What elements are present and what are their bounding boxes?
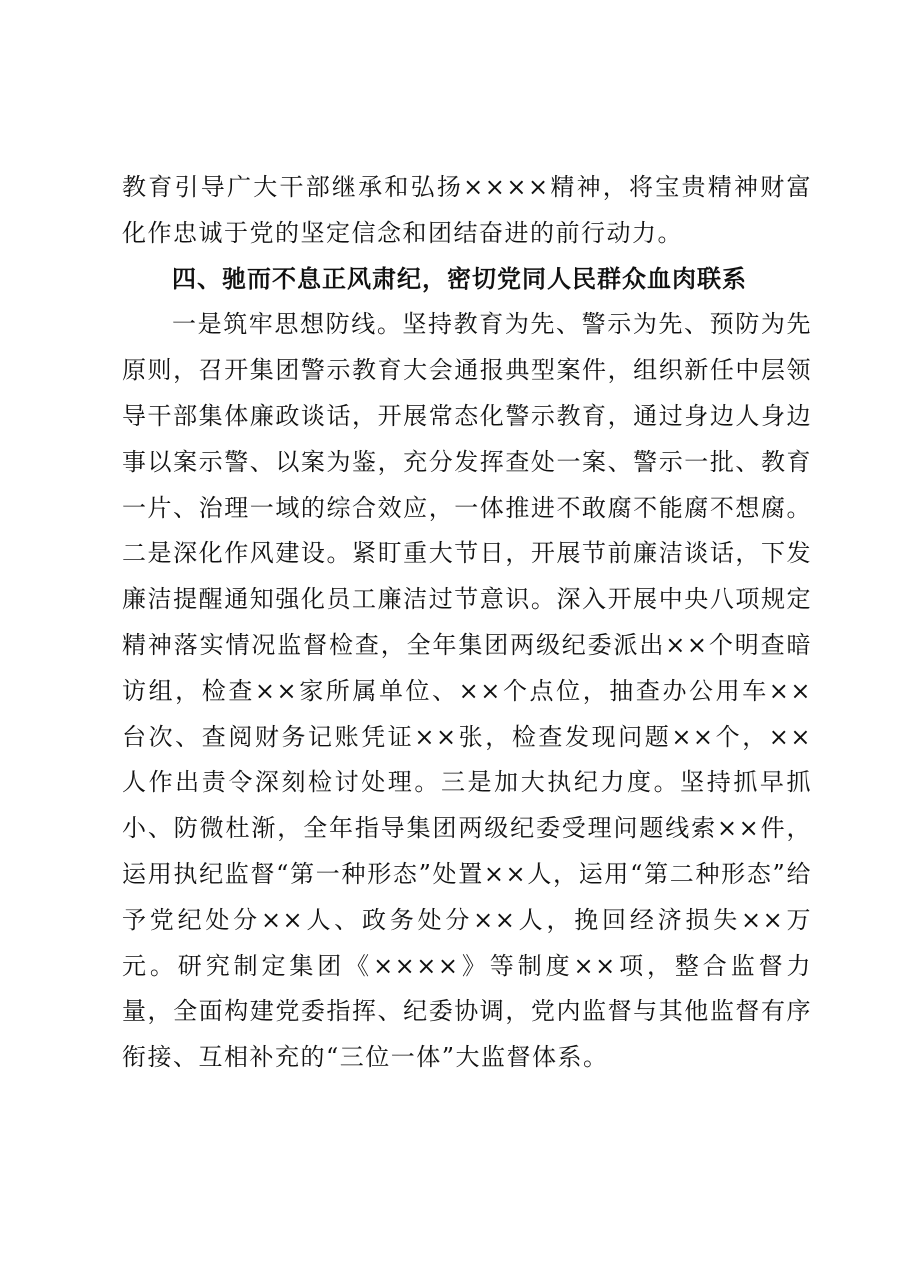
section-heading: 四、驰而不息正风肃纪，密切党同人民群众血肉联系 <box>172 264 747 293</box>
document-body <box>122 165 812 1081</box>
paragraph-continuation: 教育引导广大干部继承和弘扬××××精神，将宝贵精神财富化作忠诚于党的坚定信念和团结奋进的前行动力。 <box>122 173 812 247</box>
paragraph-body: 一是筑牢思想防线。坚持教育为先、警示为先、预防为先原则，召开集团警示教育大会通报典型案件，组织新任中层领导干部集体廉政谈话，开展常态化警示教育，通过身边人身边事以案示警、以案为鉴，充分发挥查处一案、警示一批、教育一片、治理一域的综合效应，一体推进不敢腐不能腐不想腐。二是深化作风建设。紧盯重大节日，开展节前廉洁谈话，下发廉洁提醒通知强化员工廉洁过节意识。深入开展中央八项规定精神落实情况监督检查，全年集团两级纪委派出××个明查暗访组，检查××家所属单位、××个点位，抽查办公用车××台次、查阅财务记账凭证××张，检查发现问题××个，××人作出责令深刻检讨处理。三是加大执纪力度。坚持抓早抓小、防微杜渐，全年指导集团两级纪委受理问题线索××件，运用执纪监督“第一种形态”处置××人，运用“第二种形态”给予党纪处分××人、政务处分××人，挽回经济损失××万元。研究制定集团《××××》等制度××项，整合监督力量，全面构建党委指挥、纪委协调，党内监督与其他监督有序衔接、互相补充的“三位一体”大监督体系。 <box>122 310 812 1072</box>
